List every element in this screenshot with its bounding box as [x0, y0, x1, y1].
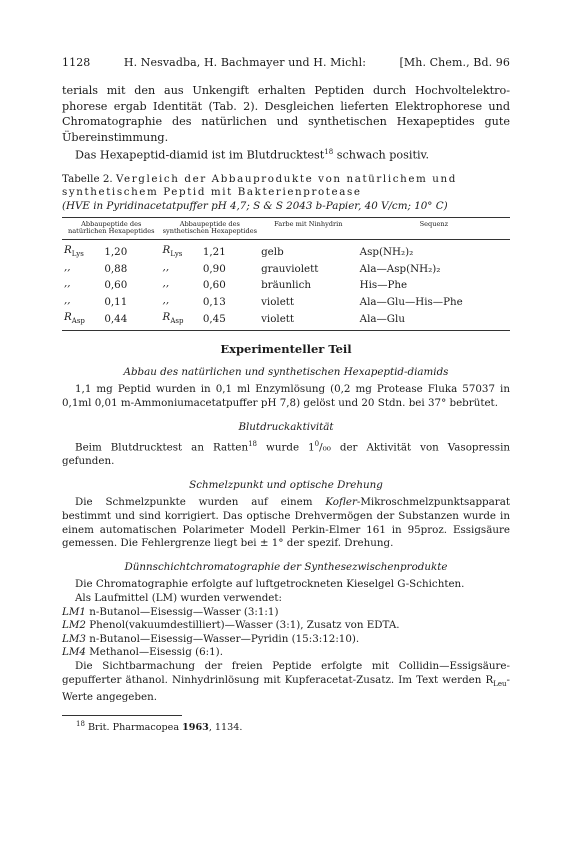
table-title: Vergleich der Abbauprodukte von natürlichem und synthetischem Peptid mit Bakterienprotease: [62, 173, 457, 199]
ninhydrin-color: bräunlich: [261, 279, 311, 292]
r-natural: $R_{Asp}$: [64, 311, 85, 326]
subsection-digestion: Abbau des natürlichen und synthetischen Hexapeptid-diamids: [123, 365, 449, 378]
r-natural: ,,: [64, 277, 71, 290]
table-row: [62, 294, 510, 311]
r-natural: ,,: [64, 294, 71, 307]
page: [62, 56, 510, 733]
table-conditions: (HVE in Pyridinacetatpuffer pH 4,7; S & S 2043 b-Papier, 40 V/cm; 10° C): [62, 199, 448, 212]
ninhydrin-color: violett: [261, 313, 295, 326]
comparison-table: [62, 218, 510, 239]
sequence: His—Phe: [359, 279, 408, 292]
page-number: 1128: [62, 56, 91, 69]
header-sequence: Sequenz: [419, 219, 449, 228]
section-title: Experimenteller Teil: [220, 341, 352, 356]
sequence: Ala—Glu: [359, 313, 405, 326]
solvent-item: LM1 n-Butanol—Eisessig—Wasser (3:1:1): [62, 605, 279, 618]
table-row: [62, 311, 510, 328]
header-journal: [Mh. Chem., Bd. 96: [399, 56, 510, 69]
digestion-text: 1,1 mg Peptid wurden in 0,1 ml Enzymlösung (0,2 mg Protease Fluka 57037 in 0,1ml 0,01 m-Ammoniumacetatpuffer pH 7,8) gelöst und 20 Stdn. bei 37° bebrütet.: [62, 383, 510, 410]
header-natural: Abbaupeptide des natürlichen Hexapeptides: [68, 219, 155, 236]
running-header: [62, 56, 510, 69]
tlc-line2: Als Laufmittel (LM) wurden verwendet:: [75, 592, 283, 605]
rf-synthetic: 0,45: [202, 313, 226, 326]
table-row: [62, 244, 510, 261]
r-synthetic: ,,: [162, 260, 170, 273]
footnote-rule: [62, 715, 182, 716]
rf-natural: 0,60: [104, 279, 128, 292]
table-label: Tabelle 2.: [62, 173, 113, 186]
r-synthetic: ,,: [162, 294, 170, 307]
table-body: [62, 244, 510, 328]
table-caption: [62, 173, 510, 213]
sequence: Ala—Glu—His—Phe: [359, 296, 463, 309]
header-authors: H. Nesvadba, H. Bachmayer und H. Michl:: [123, 56, 367, 69]
ninhydrin-color: grauviolett: [261, 262, 319, 275]
subsection-melting-point: Schmelzpunkt und optische Drehung: [189, 478, 383, 491]
melting-point-text: Die Schmelzpunkte wurden auf einem Kofler-Mikroschmelzpunktsapparat bestimmt und sind korrigiert. Das optische Drehvermögen der Substanzen wurde in einem automatischen Polarimeter Modell Perkin-Elmer 161 in 95proz. Essigsäure gemessen. Die Fehlergrenze liegt bei ± 1° der spezif. Drehung.: [62, 496, 510, 550]
blood-pressure-text: Beim Blutdrucktest an Ratten$^{18}$ wurde $1^0/_{00}$ der Aktivität von Vasopressin gefunden.: [62, 440, 511, 468]
rf-synthetic: 1,21: [202, 245, 226, 258]
solvent-item: LM2 Phenol(vakuumdestilliert)—Wasser (3:1), Zusatz von EDTA.: [62, 619, 400, 632]
rf-natural: 0,44: [104, 313, 128, 326]
intro-paragraph: terials mit den aus Unkengift erhalten Peptiden durch Hochvoltelektro-phorese ergab Identität (Tab. 2). Desgleichen lieferten Elektrophorese und Chromatographie des natürlichen und synthetischen Hexapeptides gute Übereinstimmung.: [62, 84, 510, 144]
ninhydrin-color: gelb: [261, 245, 284, 258]
solvent-item: LM3 n-Butanol—Eisessig—Wasser—Pyridin (15:3:12:10).: [62, 632, 360, 645]
table-header-row: [62, 218, 510, 239]
r-synthetic: $R_{Asp}$: [162, 311, 184, 326]
table-bottom-rule: [62, 330, 510, 331]
ninhydrin-color: violett: [261, 296, 295, 309]
r-synthetic: ,,: [162, 277, 170, 290]
rf-synthetic: 0,60: [202, 279, 226, 292]
rf-natural: 0,11: [104, 296, 128, 309]
rf-synthetic: 0,90: [202, 262, 226, 275]
subsection-tlc: Dünnschichtchromatographie der Synthesezwischenprodukte: [124, 560, 448, 573]
header-synthetic: Abbaupeptide des synthetischen Hexapeptides: [162, 219, 258, 236]
r-natural: $R_{Lys}$: [64, 243, 84, 258]
solvent-item: LM4 Methanol—Eisessig (6:1).: [62, 646, 223, 659]
blood-pressure-statement: Das Hexapeptid-diamid ist im Blutdrucktest$^{18}$ schwach positiv.: [75, 148, 430, 162]
r-natural: ,,: [64, 260, 71, 273]
tlc-line1: Die Chromatographie erfolgte auf luftgetrockneten Kieselgel G-Schichten.: [75, 578, 465, 591]
tlc-visualization: Die Sichtbarmachung der freien Peptide erfolgte mit Collidin—Essigsäure-gepufferter äthanol. Ninhydrinlösung mit Kupferacetat-Zusatz. Im Text werden $R_{Leu}$-Werte angegeben.: [62, 659, 510, 704]
sequence: Ala—Asp(NH₂)₂: [359, 262, 441, 275]
footnote: $^{18}$ Brit. Pharmacopea 1963, 1134.: [76, 719, 243, 733]
solvent-list: [62, 606, 510, 660]
header-color: Farbe mit Ninhydrin: [274, 219, 343, 228]
sequence: Asp(NH₂)₂: [359, 245, 414, 258]
subsection-blood-pressure: Blutdruckaktivität: [238, 420, 334, 433]
rf-natural: 0,88: [104, 262, 128, 275]
rf-natural: 1,20: [104, 245, 128, 258]
rf-synthetic: 0,13: [202, 296, 226, 309]
table-row: [62, 277, 510, 294]
r-synthetic: $R_{Lys}$: [162, 243, 183, 258]
table-row: [62, 261, 510, 278]
